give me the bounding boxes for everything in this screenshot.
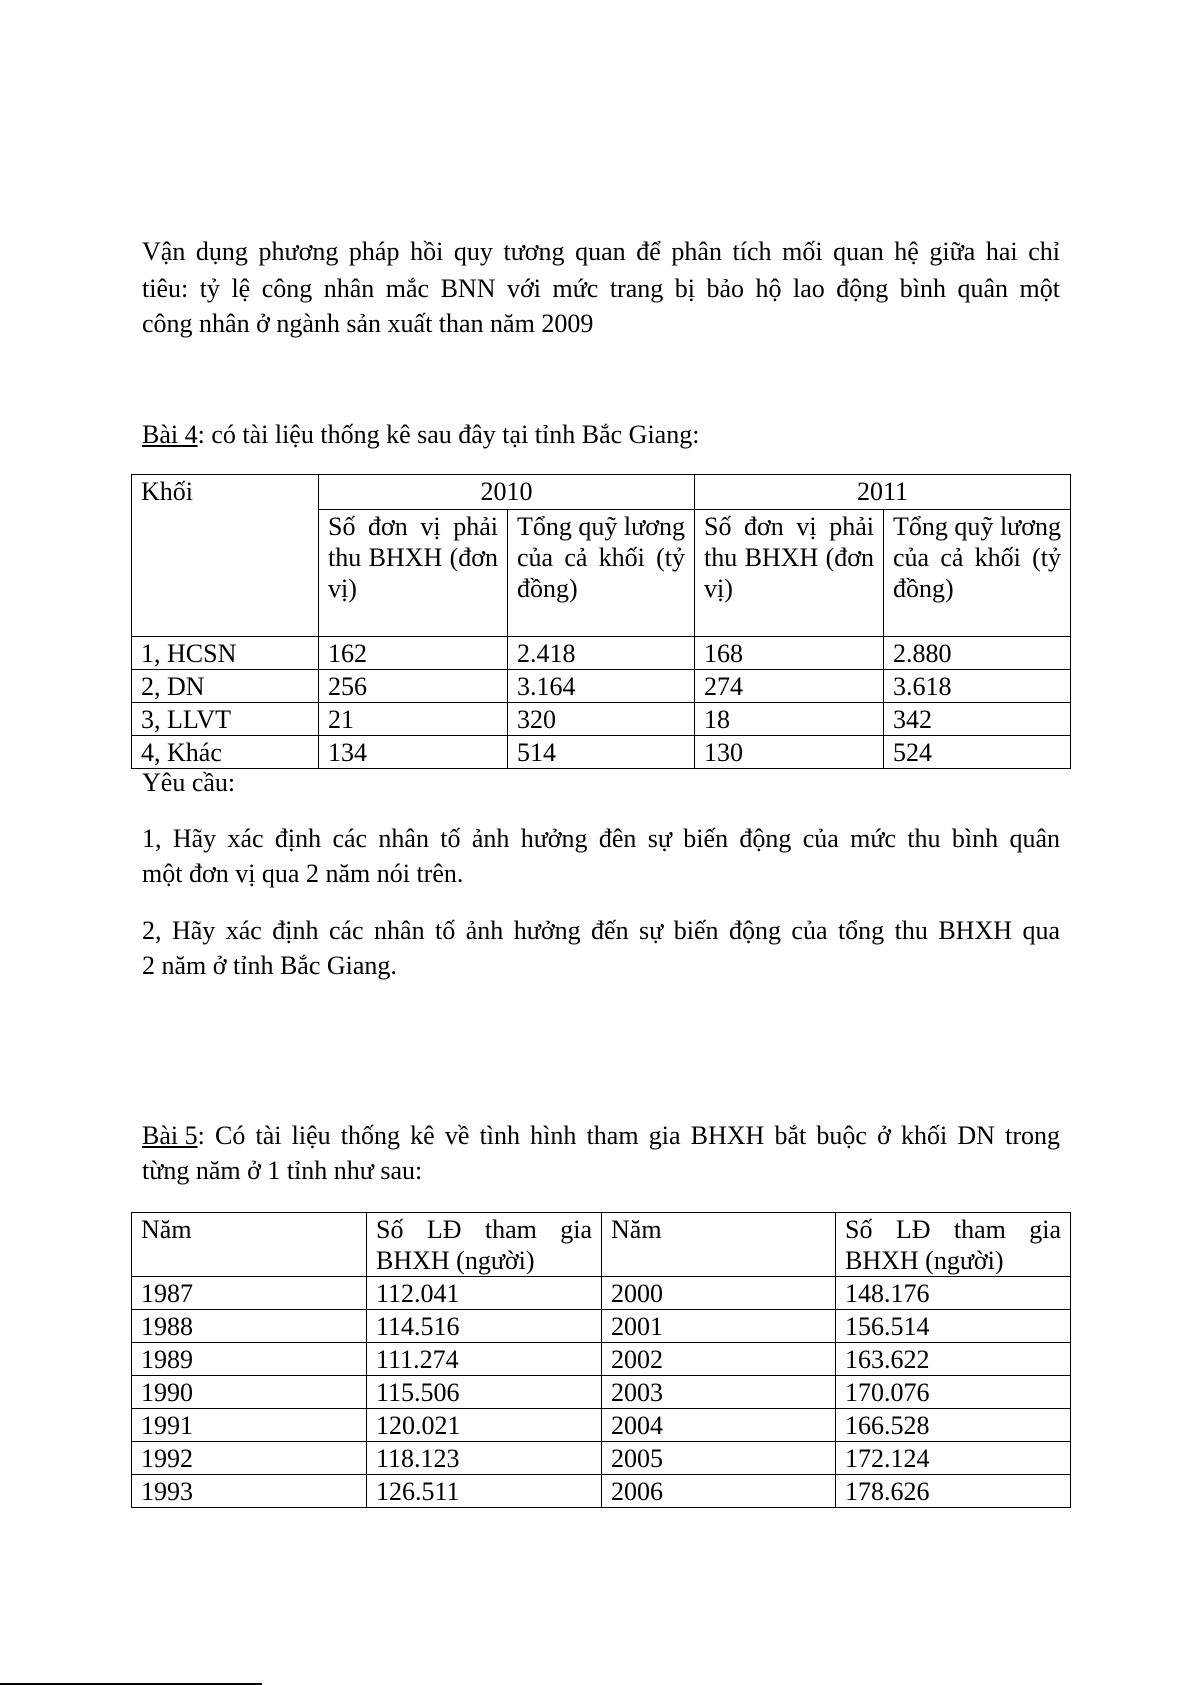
table-cell: 3.164	[508, 670, 695, 703]
question-2: 2, Hãy xác định các nhân tố ảnh hưởng đến sự biến động của tổng thu BHXH qua	[142, 916, 1060, 945]
table-cell: 320	[508, 703, 695, 736]
table-row	[132, 1277, 1071, 1310]
table-row	[132, 703, 1071, 736]
header: Số LĐ tham gia BHXH (người)	[836, 1213, 1071, 1277]
table-cell: 115.506	[367, 1376, 602, 1409]
table-cell: 2006	[602, 1475, 836, 1508]
table-cell: 134	[319, 736, 508, 769]
table-cell: 163.622	[836, 1343, 1071, 1376]
table-cell: 4, Khác	[132, 736, 319, 769]
table-cell: 2005	[602, 1442, 836, 1475]
table-cell: 112.041	[367, 1277, 602, 1310]
bai5-table	[131, 1212, 1071, 1508]
table-cell: 178.626	[836, 1475, 1071, 1508]
table-cell: 524	[884, 736, 1071, 769]
bai5-heading	[142, 1117, 1060, 1154]
table-cell: 120.021	[367, 1409, 602, 1442]
table-cell: 1, HCSN	[132, 637, 319, 670]
subheader: Tổng quỹ lương của cả khối (tỷ đồng)	[508, 510, 695, 637]
subheader: Số đơn vị phải thu BHXH (đơn vị)	[319, 510, 508, 637]
table-cell: 114.516	[367, 1310, 602, 1343]
bai4-table	[131, 474, 1071, 769]
subheader: Số đơn vị phải thu BHXH (đơn vị)	[695, 510, 884, 637]
table-cell: 1988	[132, 1310, 367, 1343]
header: Năm	[132, 1213, 367, 1277]
requirements-title: Yêu cầu:	[142, 768, 236, 797]
header: Năm	[602, 1213, 836, 1277]
table-cell: 514	[508, 736, 695, 769]
table-row	[132, 1442, 1071, 1475]
intro-line: Vận dụng phương pháp hồi quy tương quan để phân tích mối quan hệ giữa hai chỉ	[142, 237, 1060, 266]
table-cell: 172.124	[836, 1442, 1071, 1475]
table-row	[132, 1310, 1071, 1343]
table-cell: 2, DN	[132, 670, 319, 703]
header-year: 2011	[695, 475, 1071, 510]
table-cell: 1990	[132, 1376, 367, 1409]
table-row	[132, 1343, 1071, 1376]
table-cell: 1992	[132, 1442, 367, 1475]
table-cell: 2001	[602, 1310, 836, 1343]
bai4-heading	[142, 416, 1060, 453]
table-cell: 2004	[602, 1409, 836, 1442]
table-cell: 168	[695, 637, 884, 670]
table-row	[132, 670, 1071, 703]
table-cell: 1991	[132, 1409, 367, 1442]
table-cell: 256	[319, 670, 508, 703]
bai5-label: Bài 5	[142, 1121, 198, 1150]
table-cell: 2000	[602, 1277, 836, 1310]
table-cell: 1987	[132, 1277, 367, 1310]
header: Số LĐ tham gia BHXH (người)	[367, 1213, 602, 1277]
subheader: Tổng quỹ lương của cả khối (tỷ đồng)	[884, 510, 1071, 637]
table-cell: 274	[695, 670, 884, 703]
table-row	[132, 1475, 1071, 1508]
table-row	[132, 1376, 1071, 1409]
table-cell: 156.514	[836, 1310, 1071, 1343]
intro-line: tiêu: tỷ lệ công nhân mắc BNN với mức trang bị bảo hộ lao động bình quân một	[142, 274, 1060, 303]
table-cell: 1993	[132, 1475, 367, 1508]
bai5-text: : Có tài liệu thống kê về tình hình tham gia BHXH bắt buộc ở khối DN trong	[197, 1121, 1060, 1150]
table-cell: 162	[319, 637, 508, 670]
question-2: 2 năm ở tỉnh Bắc Giang.	[142, 951, 397, 980]
table-cell: 2003	[602, 1376, 836, 1409]
table-cell: 170.076	[836, 1376, 1071, 1409]
table-cell: 18	[695, 703, 884, 736]
table-row	[132, 1409, 1071, 1442]
bai4-text: : có tài liệu thống kê sau đây tại tỉnh Bắc Giang:	[197, 420, 700, 449]
header-year: 2010	[319, 475, 695, 510]
header-khoi: Khối	[132, 475, 319, 637]
table-cell: 3, LLVT	[132, 703, 319, 736]
table-cell: 2002	[602, 1343, 836, 1376]
bai5-text: từng năm ở 1 tỉnh như sau:	[142, 1156, 423, 1185]
question-1: một đơn vị qua 2 năm nói trên.	[142, 859, 464, 888]
table-cell: 166.528	[836, 1409, 1071, 1442]
intro-line: công nhân ở ngành sản xuất than năm 2009	[142, 309, 594, 338]
question-1: 1, Hãy xác định các nhân tố ảnh hưởng đên sự biến động của mức thu bình quân	[142, 824, 1060, 853]
bai4-label: Bài 4	[142, 420, 198, 449]
table-cell: 2.880	[884, 637, 1071, 670]
table-cell: 342	[884, 703, 1071, 736]
table-row	[132, 637, 1071, 670]
table-cell: 130	[695, 736, 884, 769]
table-cell: 3.618	[884, 670, 1071, 703]
table-cell: 126.511	[367, 1475, 602, 1508]
table-cell: 2.418	[508, 637, 695, 670]
table-cell: 148.176	[836, 1277, 1071, 1310]
table-cell: 1989	[132, 1343, 367, 1376]
table-cell: 21	[319, 703, 508, 736]
table-cell: 111.274	[367, 1343, 602, 1376]
table-cell: 118.123	[367, 1442, 602, 1475]
